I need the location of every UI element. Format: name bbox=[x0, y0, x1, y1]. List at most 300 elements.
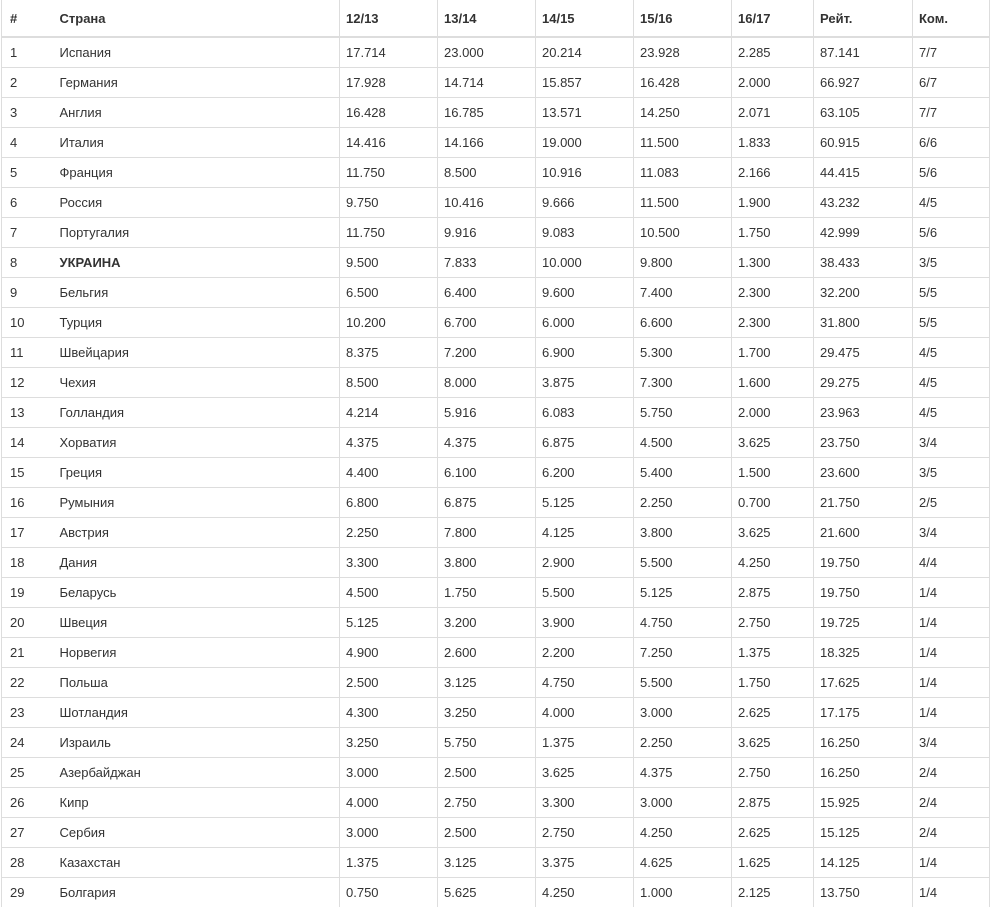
cell-rank: 19 bbox=[2, 578, 52, 608]
cell-season-16-17: 4.250 bbox=[732, 548, 814, 578]
cell-rating: 43.232 bbox=[814, 188, 913, 218]
table-row bbox=[2, 488, 990, 518]
cell-clubs: 4/4 bbox=[913, 548, 990, 578]
cell-country: Россия bbox=[52, 188, 340, 218]
cell-season-16-17: 2.625 bbox=[732, 818, 814, 848]
cell-season-16-17: 1.500 bbox=[732, 458, 814, 488]
table-row bbox=[2, 758, 990, 788]
cell-season-14-15: 4.250 bbox=[536, 878, 634, 907]
cell-rating: 21.750 bbox=[814, 488, 913, 518]
cell-rank: 17 bbox=[2, 518, 52, 548]
cell-season-15-16: 5.750 bbox=[634, 398, 732, 428]
cell-season-15-16: 23.928 bbox=[634, 37, 732, 68]
cell-rating: 87.141 bbox=[814, 37, 913, 68]
cell-rank: 24 bbox=[2, 728, 52, 758]
cell-season-16-17: 3.625 bbox=[732, 728, 814, 758]
table-row bbox=[2, 848, 990, 878]
cell-clubs: 2/4 bbox=[913, 818, 990, 848]
cell-season-12-13: 4.400 bbox=[340, 458, 438, 488]
cell-season-13-14: 7.200 bbox=[438, 338, 536, 368]
cell-season-16-17: 2.125 bbox=[732, 878, 814, 907]
header-rating[interactable]: Рейт. bbox=[814, 0, 913, 37]
cell-season-12-13: 6.500 bbox=[340, 278, 438, 308]
cell-rank: 3 bbox=[2, 98, 52, 128]
header-clubs[interactable]: Ком. bbox=[913, 0, 990, 37]
cell-season-15-16: 2.250 bbox=[634, 728, 732, 758]
cell-season-16-17: 1.700 bbox=[732, 338, 814, 368]
cell-clubs: 2/5 bbox=[913, 488, 990, 518]
cell-rank: 21 bbox=[2, 638, 52, 668]
cell-country: Германия bbox=[52, 68, 340, 98]
cell-season-14-15: 2.200 bbox=[536, 638, 634, 668]
cell-rank: 9 bbox=[2, 278, 52, 308]
table-row bbox=[2, 728, 990, 758]
cell-season-16-17: 1.625 bbox=[732, 848, 814, 878]
table-row bbox=[2, 518, 990, 548]
cell-season-14-15: 10.000 bbox=[536, 248, 634, 278]
cell-clubs: 5/5 bbox=[913, 308, 990, 338]
cell-rating: 66.927 bbox=[814, 68, 913, 98]
cell-rank: 29 bbox=[2, 878, 52, 907]
table-row bbox=[2, 338, 990, 368]
cell-clubs: 4/5 bbox=[913, 398, 990, 428]
cell-country: Голландия bbox=[52, 398, 340, 428]
cell-season-12-13: 11.750 bbox=[340, 158, 438, 188]
cell-rank: 4 bbox=[2, 128, 52, 158]
table-row bbox=[2, 368, 990, 398]
table-row bbox=[2, 68, 990, 98]
cell-rank: 16 bbox=[2, 488, 52, 518]
cell-clubs: 1/4 bbox=[913, 848, 990, 878]
cell-season-12-13: 4.000 bbox=[340, 788, 438, 818]
cell-season-12-13: 6.800 bbox=[340, 488, 438, 518]
cell-season-13-14: 1.750 bbox=[438, 578, 536, 608]
cell-clubs: 4/5 bbox=[913, 368, 990, 398]
cell-rating: 17.175 bbox=[814, 698, 913, 728]
table-row bbox=[2, 248, 990, 278]
header-season-12-13[interactable]: 12/13 bbox=[340, 0, 438, 37]
cell-rank: 23 bbox=[2, 698, 52, 728]
cell-season-12-13: 4.375 bbox=[340, 428, 438, 458]
cell-rating: 38.433 bbox=[814, 248, 913, 278]
cell-season-14-15: 3.375 bbox=[536, 848, 634, 878]
cell-season-16-17: 2.071 bbox=[732, 98, 814, 128]
cell-season-14-15: 10.916 bbox=[536, 158, 634, 188]
cell-rank: 20 bbox=[2, 608, 52, 638]
cell-country: Бельгия bbox=[52, 278, 340, 308]
cell-season-14-15: 6.900 bbox=[536, 338, 634, 368]
cell-season-14-15: 6.000 bbox=[536, 308, 634, 338]
header-country[interactable]: Страна bbox=[52, 0, 340, 37]
cell-clubs: 5/5 bbox=[913, 278, 990, 308]
cell-rank: 6 bbox=[2, 188, 52, 218]
table-row bbox=[2, 638, 990, 668]
cell-clubs: 3/4 bbox=[913, 728, 990, 758]
cell-season-16-17: 2.166 bbox=[732, 158, 814, 188]
cell-country: Израиль bbox=[52, 728, 340, 758]
cell-country: Шотландия bbox=[52, 698, 340, 728]
cell-rating: 32.200 bbox=[814, 278, 913, 308]
cell-season-15-16: 4.750 bbox=[634, 608, 732, 638]
cell-country: Австрия bbox=[52, 518, 340, 548]
cell-country: Хорватия bbox=[52, 428, 340, 458]
cell-season-12-13: 3.300 bbox=[340, 548, 438, 578]
cell-country: Беларусь bbox=[52, 578, 340, 608]
cell-season-15-16: 14.250 bbox=[634, 98, 732, 128]
cell-season-16-17: 2.285 bbox=[732, 37, 814, 68]
cell-clubs: 1/4 bbox=[913, 608, 990, 638]
cell-season-16-17: 1.900 bbox=[732, 188, 814, 218]
cell-country: Турция bbox=[52, 308, 340, 338]
table-row bbox=[2, 458, 990, 488]
cell-season-13-14: 5.625 bbox=[438, 878, 536, 907]
cell-clubs: 2/4 bbox=[913, 758, 990, 788]
cell-season-15-16: 3.000 bbox=[634, 698, 732, 728]
cell-season-13-14: 6.700 bbox=[438, 308, 536, 338]
cell-clubs: 4/5 bbox=[913, 188, 990, 218]
cell-season-14-15: 5.125 bbox=[536, 488, 634, 518]
cell-season-15-16: 4.625 bbox=[634, 848, 732, 878]
cell-season-13-14: 2.500 bbox=[438, 818, 536, 848]
cell-season-13-14: 9.916 bbox=[438, 218, 536, 248]
cell-season-13-14: 3.200 bbox=[438, 608, 536, 638]
cell-rating: 23.600 bbox=[814, 458, 913, 488]
cell-rating: 13.750 bbox=[814, 878, 913, 907]
cell-rank: 8 bbox=[2, 248, 52, 278]
cell-season-13-14: 3.800 bbox=[438, 548, 536, 578]
cell-season-15-16: 4.375 bbox=[634, 758, 732, 788]
cell-season-13-14: 2.600 bbox=[438, 638, 536, 668]
cell-season-13-14: 10.416 bbox=[438, 188, 536, 218]
cell-season-15-16: 11.083 bbox=[634, 158, 732, 188]
cell-country: Швеция bbox=[52, 608, 340, 638]
table-row bbox=[2, 128, 990, 158]
cell-country: Испания bbox=[52, 37, 340, 68]
cell-clubs: 1/4 bbox=[913, 578, 990, 608]
table-row bbox=[2, 578, 990, 608]
header-season-15-16[interactable]: 15/16 bbox=[634, 0, 732, 37]
cell-country: Польша bbox=[52, 668, 340, 698]
table-row bbox=[2, 98, 990, 128]
cell-season-15-16: 5.500 bbox=[634, 668, 732, 698]
cell-season-12-13: 16.428 bbox=[340, 98, 438, 128]
cell-season-15-16: 9.800 bbox=[634, 248, 732, 278]
cell-clubs: 1/4 bbox=[913, 668, 990, 698]
cell-season-12-13: 4.300 bbox=[340, 698, 438, 728]
cell-rating: 60.915 bbox=[814, 128, 913, 158]
cell-clubs: 6/7 bbox=[913, 68, 990, 98]
cell-rank: 12 bbox=[2, 368, 52, 398]
cell-season-15-16: 5.300 bbox=[634, 338, 732, 368]
cell-rank: 14 bbox=[2, 428, 52, 458]
cell-season-12-13: 9.500 bbox=[340, 248, 438, 278]
cell-rank: 15 bbox=[2, 458, 52, 488]
table-row bbox=[2, 188, 990, 218]
cell-season-12-13: 4.214 bbox=[340, 398, 438, 428]
cell-rating: 15.925 bbox=[814, 788, 913, 818]
cell-season-14-15: 3.625 bbox=[536, 758, 634, 788]
cell-season-14-15: 3.875 bbox=[536, 368, 634, 398]
cell-season-16-17: 3.625 bbox=[732, 428, 814, 458]
cell-rating: 42.999 bbox=[814, 218, 913, 248]
cell-season-12-13: 5.125 bbox=[340, 608, 438, 638]
cell-rank: 22 bbox=[2, 668, 52, 698]
cell-season-16-17: 1.300 bbox=[732, 248, 814, 278]
table-row bbox=[2, 668, 990, 698]
cell-rank: 27 bbox=[2, 818, 52, 848]
cell-clubs: 3/4 bbox=[913, 518, 990, 548]
cell-rank: 13 bbox=[2, 398, 52, 428]
cell-season-14-15: 4.000 bbox=[536, 698, 634, 728]
cell-country: Швейцария bbox=[52, 338, 340, 368]
table-row bbox=[2, 278, 990, 308]
cell-rating: 18.325 bbox=[814, 638, 913, 668]
cell-season-15-16: 7.300 bbox=[634, 368, 732, 398]
cell-season-14-15: 4.750 bbox=[536, 668, 634, 698]
cell-season-12-13: 4.500 bbox=[340, 578, 438, 608]
cell-season-12-13: 17.714 bbox=[340, 37, 438, 68]
cell-country: Казахстан bbox=[52, 848, 340, 878]
uefa-rating-table bbox=[1, 0, 990, 907]
table-row bbox=[2, 608, 990, 638]
cell-season-16-17: 2.875 bbox=[732, 578, 814, 608]
cell-season-16-17: 2.300 bbox=[732, 308, 814, 338]
header-row bbox=[2, 0, 990, 37]
cell-season-16-17: 2.750 bbox=[732, 608, 814, 638]
cell-clubs: 1/4 bbox=[913, 878, 990, 907]
cell-season-14-15: 15.857 bbox=[536, 68, 634, 98]
cell-rank: 5 bbox=[2, 158, 52, 188]
cell-clubs: 1/4 bbox=[913, 698, 990, 728]
cell-season-15-16: 4.250 bbox=[634, 818, 732, 848]
cell-season-13-14: 5.916 bbox=[438, 398, 536, 428]
cell-rating: 31.800 bbox=[814, 308, 913, 338]
cell-rating: 29.275 bbox=[814, 368, 913, 398]
cell-season-12-13: 1.375 bbox=[340, 848, 438, 878]
table-body bbox=[2, 37, 990, 907]
cell-clubs: 7/7 bbox=[913, 37, 990, 68]
cell-season-14-15: 9.600 bbox=[536, 278, 634, 308]
cell-season-14-15: 6.200 bbox=[536, 458, 634, 488]
cell-clubs: 4/5 bbox=[913, 338, 990, 368]
header-season-16-17[interactable]: 16/17 bbox=[732, 0, 814, 37]
cell-rank: 10 bbox=[2, 308, 52, 338]
cell-rating: 16.250 bbox=[814, 758, 913, 788]
cell-season-14-15: 9.666 bbox=[536, 188, 634, 218]
cell-country: Болгария bbox=[52, 878, 340, 907]
cell-season-16-17: 3.625 bbox=[732, 518, 814, 548]
cell-season-16-17: 2.300 bbox=[732, 278, 814, 308]
cell-season-16-17: 2.625 bbox=[732, 698, 814, 728]
cell-season-14-15: 19.000 bbox=[536, 128, 634, 158]
cell-country: Англия bbox=[52, 98, 340, 128]
cell-clubs: 6/6 bbox=[913, 128, 990, 158]
cell-season-15-16: 16.428 bbox=[634, 68, 732, 98]
cell-season-15-16: 1.000 bbox=[634, 878, 732, 907]
cell-season-12-13: 3.250 bbox=[340, 728, 438, 758]
cell-clubs: 7/7 bbox=[913, 98, 990, 128]
cell-season-14-15: 3.300 bbox=[536, 788, 634, 818]
cell-season-15-16: 5.400 bbox=[634, 458, 732, 488]
cell-season-15-16: 7.250 bbox=[634, 638, 732, 668]
cell-rating: 23.963 bbox=[814, 398, 913, 428]
cell-country: Италия bbox=[52, 128, 340, 158]
cell-season-13-14: 7.833 bbox=[438, 248, 536, 278]
cell-season-12-13: 10.200 bbox=[340, 308, 438, 338]
table-row bbox=[2, 158, 990, 188]
cell-rank: 2 bbox=[2, 68, 52, 98]
cell-season-16-17: 2.875 bbox=[732, 788, 814, 818]
cell-rating: 21.600 bbox=[814, 518, 913, 548]
cell-rank: 26 bbox=[2, 788, 52, 818]
cell-season-13-14: 3.250 bbox=[438, 698, 536, 728]
cell-country: Португалия bbox=[52, 218, 340, 248]
table-row bbox=[2, 398, 990, 428]
cell-season-12-13: 17.928 bbox=[340, 68, 438, 98]
cell-clubs: 2/4 bbox=[913, 788, 990, 818]
cell-rating: 19.750 bbox=[814, 548, 913, 578]
cell-season-15-16: 11.500 bbox=[634, 188, 732, 218]
cell-clubs: 5/6 bbox=[913, 158, 990, 188]
cell-country: Сербия bbox=[52, 818, 340, 848]
cell-country: УКРАИНА bbox=[52, 248, 340, 278]
cell-country: Франция bbox=[52, 158, 340, 188]
cell-season-13-14: 2.750 bbox=[438, 788, 536, 818]
cell-season-15-16: 6.600 bbox=[634, 308, 732, 338]
cell-season-14-15: 5.500 bbox=[536, 578, 634, 608]
cell-season-13-14: 6.400 bbox=[438, 278, 536, 308]
cell-clubs: 3/4 bbox=[913, 428, 990, 458]
cell-clubs: 3/5 bbox=[913, 248, 990, 278]
cell-season-14-15: 2.900 bbox=[536, 548, 634, 578]
cell-season-14-15: 4.125 bbox=[536, 518, 634, 548]
cell-country: Румыния bbox=[52, 488, 340, 518]
cell-season-16-17: 0.700 bbox=[732, 488, 814, 518]
cell-season-12-13: 9.750 bbox=[340, 188, 438, 218]
header-season-14-15[interactable]: 14/15 bbox=[536, 0, 634, 37]
table-row bbox=[2, 818, 990, 848]
cell-season-13-14: 23.000 bbox=[438, 37, 536, 68]
cell-season-15-16: 3.800 bbox=[634, 518, 732, 548]
cell-season-15-16: 5.500 bbox=[634, 548, 732, 578]
table-row bbox=[2, 698, 990, 728]
cell-season-15-16: 7.400 bbox=[634, 278, 732, 308]
cell-season-12-13: 2.500 bbox=[340, 668, 438, 698]
cell-season-16-17: 2.000 bbox=[732, 398, 814, 428]
table-row bbox=[2, 548, 990, 578]
table-header bbox=[2, 0, 990, 37]
cell-season-12-13: 0.750 bbox=[340, 878, 438, 907]
cell-clubs: 1/4 bbox=[913, 638, 990, 668]
cell-rating: 19.750 bbox=[814, 578, 913, 608]
cell-season-12-13: 8.375 bbox=[340, 338, 438, 368]
cell-season-14-15: 20.214 bbox=[536, 37, 634, 68]
cell-season-12-13: 11.750 bbox=[340, 218, 438, 248]
cell-season-12-13: 8.500 bbox=[340, 368, 438, 398]
cell-clubs: 3/5 bbox=[913, 458, 990, 488]
cell-season-13-14: 3.125 bbox=[438, 848, 536, 878]
cell-season-13-14: 6.100 bbox=[438, 458, 536, 488]
table-row bbox=[2, 788, 990, 818]
cell-clubs: 5/6 bbox=[913, 218, 990, 248]
header-rank[interactable]: # bbox=[2, 0, 52, 37]
cell-country: Азербайджан bbox=[52, 758, 340, 788]
cell-rating: 63.105 bbox=[814, 98, 913, 128]
cell-country: Греция bbox=[52, 458, 340, 488]
cell-season-13-14: 7.800 bbox=[438, 518, 536, 548]
cell-season-12-13: 3.000 bbox=[340, 818, 438, 848]
cell-season-13-14: 6.875 bbox=[438, 488, 536, 518]
cell-season-15-16: 10.500 bbox=[634, 218, 732, 248]
cell-season-16-17: 1.375 bbox=[732, 638, 814, 668]
cell-season-13-14: 5.750 bbox=[438, 728, 536, 758]
cell-season-15-16: 4.500 bbox=[634, 428, 732, 458]
cell-season-15-16: 2.250 bbox=[634, 488, 732, 518]
cell-rating: 16.250 bbox=[814, 728, 913, 758]
cell-season-14-15: 6.875 bbox=[536, 428, 634, 458]
cell-season-14-15: 3.900 bbox=[536, 608, 634, 638]
cell-season-16-17: 1.833 bbox=[732, 128, 814, 158]
cell-season-16-17: 2.000 bbox=[732, 68, 814, 98]
cell-season-13-14: 8.500 bbox=[438, 158, 536, 188]
cell-season-16-17: 1.600 bbox=[732, 368, 814, 398]
cell-rating: 19.725 bbox=[814, 608, 913, 638]
cell-season-13-14: 4.375 bbox=[438, 428, 536, 458]
cell-season-16-17: 1.750 bbox=[732, 668, 814, 698]
table-row bbox=[2, 37, 990, 68]
cell-rating: 23.750 bbox=[814, 428, 913, 458]
cell-rank: 25 bbox=[2, 758, 52, 788]
cell-season-14-15: 2.750 bbox=[536, 818, 634, 848]
cell-season-13-14: 16.785 bbox=[438, 98, 536, 128]
cell-season-14-15: 9.083 bbox=[536, 218, 634, 248]
cell-season-13-14: 8.000 bbox=[438, 368, 536, 398]
cell-country: Чехия bbox=[52, 368, 340, 398]
cell-rank: 18 bbox=[2, 548, 52, 578]
cell-season-13-14: 14.714 bbox=[438, 68, 536, 98]
cell-season-12-13: 4.900 bbox=[340, 638, 438, 668]
cell-season-13-14: 14.166 bbox=[438, 128, 536, 158]
cell-rank: 28 bbox=[2, 848, 52, 878]
cell-season-12-13: 3.000 bbox=[340, 758, 438, 788]
cell-rank: 11 bbox=[2, 338, 52, 368]
cell-rank: 1 bbox=[2, 37, 52, 68]
cell-season-14-15: 6.083 bbox=[536, 398, 634, 428]
cell-rating: 29.475 bbox=[814, 338, 913, 368]
table-row bbox=[2, 308, 990, 338]
cell-season-12-13: 14.416 bbox=[340, 128, 438, 158]
cell-season-14-15: 13.571 bbox=[536, 98, 634, 128]
cell-rating: 15.125 bbox=[814, 818, 913, 848]
table-row bbox=[2, 218, 990, 248]
cell-season-16-17: 2.750 bbox=[732, 758, 814, 788]
cell-rating: 17.625 bbox=[814, 668, 913, 698]
cell-season-13-14: 3.125 bbox=[438, 668, 536, 698]
cell-season-15-16: 11.500 bbox=[634, 128, 732, 158]
cell-rank: 7 bbox=[2, 218, 52, 248]
cell-country: Дания bbox=[52, 548, 340, 578]
cell-season-15-16: 5.125 bbox=[634, 578, 732, 608]
cell-season-14-15: 1.375 bbox=[536, 728, 634, 758]
header-season-13-14[interactable]: 13/14 bbox=[438, 0, 536, 37]
cell-rating: 44.415 bbox=[814, 158, 913, 188]
cell-season-12-13: 2.250 bbox=[340, 518, 438, 548]
cell-country: Кипр bbox=[52, 788, 340, 818]
cell-country: Норвегия bbox=[52, 638, 340, 668]
cell-season-13-14: 2.500 bbox=[438, 758, 536, 788]
cell-season-16-17: 1.750 bbox=[732, 218, 814, 248]
table-row bbox=[2, 428, 990, 458]
